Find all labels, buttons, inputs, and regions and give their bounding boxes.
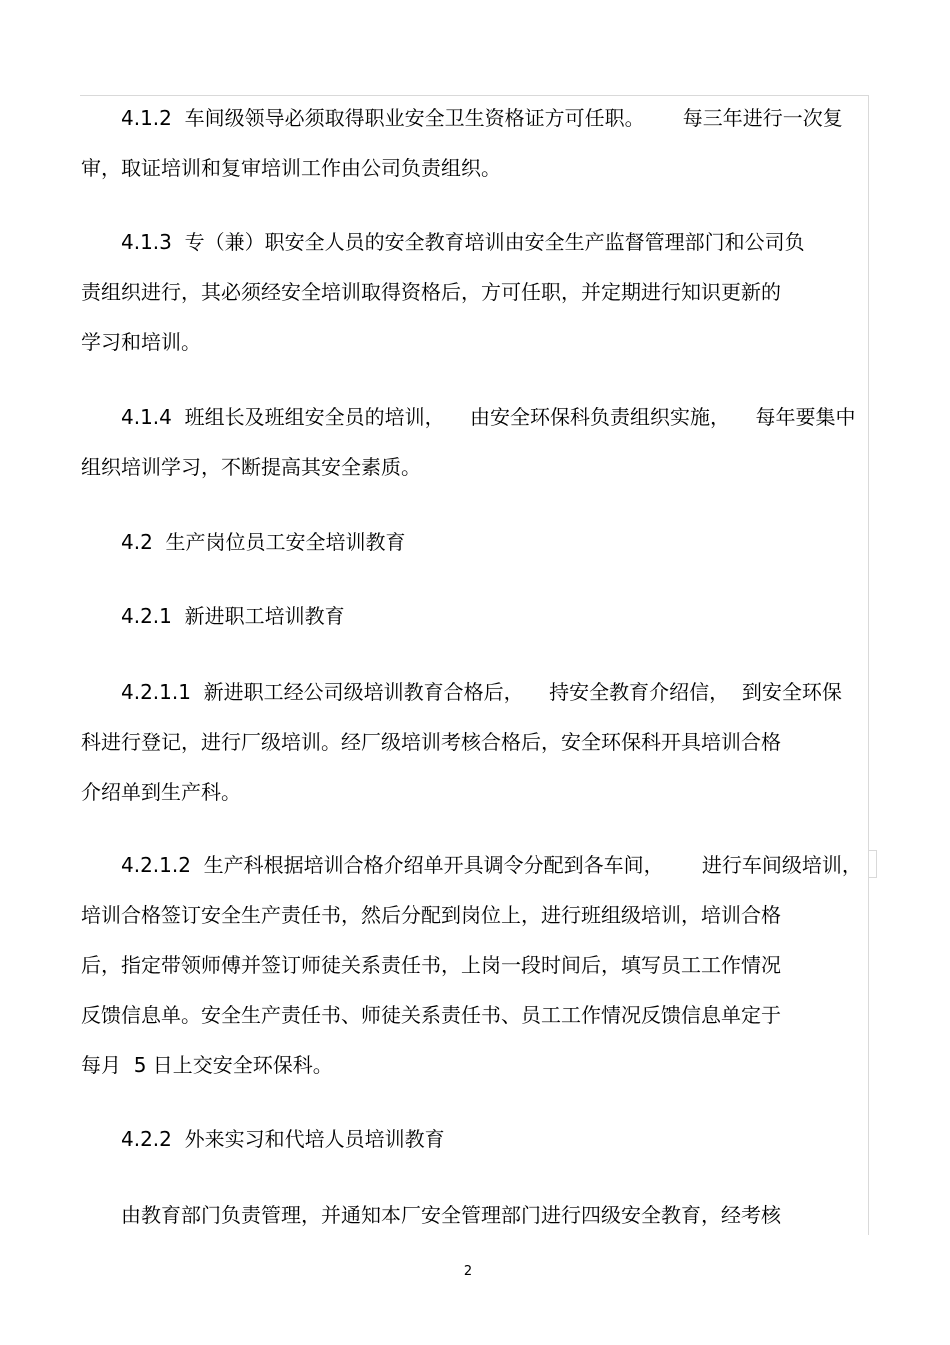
text-line: 学习和培训。 bbox=[81, 330, 201, 354]
paragraph-4-2-1-1 bbox=[81, 667, 871, 817]
text-line: 4.2.2 外来实习和代培人员培训教育 bbox=[121, 1127, 445, 1151]
heading-4-2-2 bbox=[81, 1114, 871, 1164]
page-number: 2 bbox=[463, 1264, 473, 1279]
paragraph-4-1-4 bbox=[81, 392, 871, 492]
text-line: 审，取证培训和复审培训工作由公司负责组织。 bbox=[81, 156, 501, 180]
text-line: 4.2.1.1 新进职工经公司级培训教育合格后， 持安全教育介绍信， 到安全环保 bbox=[121, 680, 842, 704]
text-line: 每月 5 日上交安全环保科。 bbox=[81, 1053, 333, 1077]
text-line: 4.2.1.2 生产科根据培训合格介绍单开具调令分配到各车间， 进行车间级培训， bbox=[121, 853, 862, 877]
heading-4-2-1 bbox=[81, 591, 871, 641]
text-line: 培训合格签订安全生产责任书，然后分配到岗位上，进行班组级培训，培训合格 bbox=[81, 903, 781, 927]
text-line: 介绍单到生产科。 bbox=[81, 780, 241, 804]
paragraph-4-2-2-body bbox=[81, 1190, 871, 1240]
paragraph-4-1-2 bbox=[81, 93, 871, 193]
text-line: 4.1.3 专（兼）职安全人员的安全教育培训由安全生产监督管理部门和公司负 bbox=[121, 230, 805, 254]
text-line: 后，指定带领师傅并签订师徒关系责任书，上岗一段时间后，填写员工工作情况 bbox=[81, 953, 781, 977]
text-line: 反馈信息单。安全生产责任书、师徒关系责任书、员工工作情况反馈信息单定于 bbox=[81, 1003, 781, 1027]
text-line: 责组织进行，其必须经安全培训取得资格后，方可任职，并定期进行知识更新的 bbox=[81, 280, 781, 304]
heading-4-2 bbox=[81, 517, 871, 567]
paragraph-4-1-3 bbox=[81, 217, 871, 367]
text-line: 组织培训学习，不断提高其安全素质。 bbox=[81, 455, 421, 479]
text-line: 由教育部门负责管理，并通知本厂安全管理部门进行四级安全教育，经考核 bbox=[121, 1203, 781, 1227]
text-line: 4.1.4 班组长及班组安全员的培训， 由安全环保科负责组织实施， 每年要集中 bbox=[121, 405, 856, 429]
text-line: 4.2.1 新进职工培训教育 bbox=[121, 604, 345, 628]
text-line: 科进行登记，进行厂级培训。经厂级培训考核合格后，安全环保科开具培训合格 bbox=[81, 730, 781, 754]
text-line: 4.1.2 车间级领导必须取得职业安全卫生资格证方可任职。 每三年进行一次复 bbox=[121, 106, 843, 130]
text-line: 4.2 生产岗位员工安全培训教育 bbox=[121, 530, 406, 554]
paragraph-4-2-1-2 bbox=[81, 840, 871, 1090]
